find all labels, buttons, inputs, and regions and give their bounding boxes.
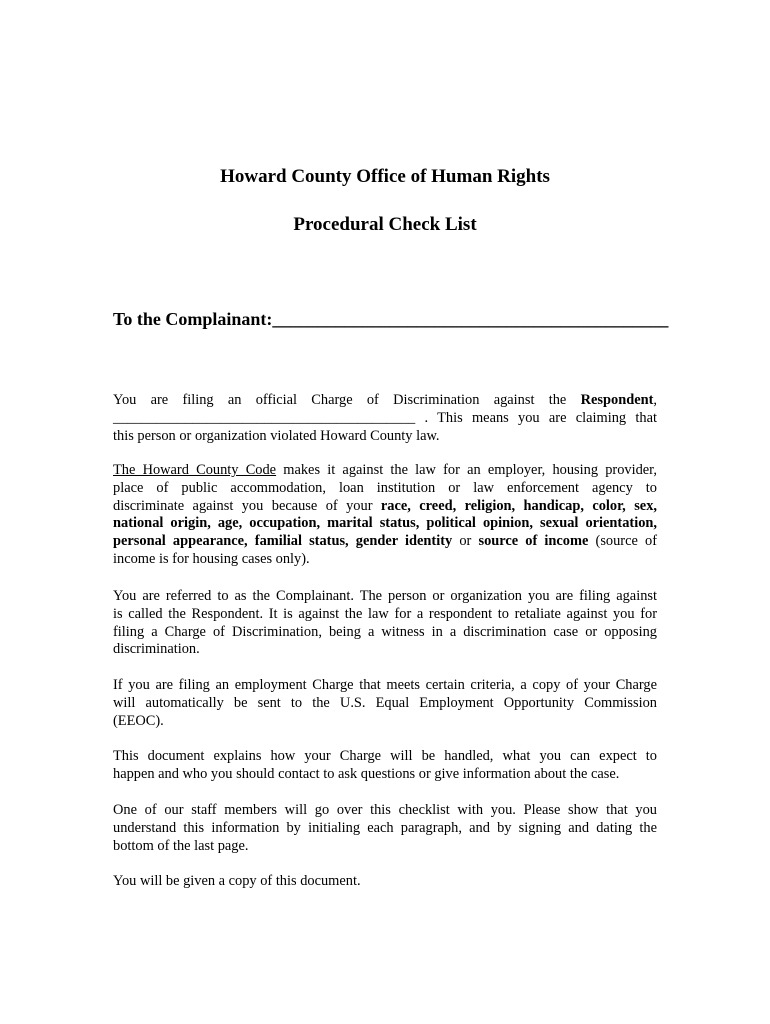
document-subtitle: Procedural Check List bbox=[293, 214, 477, 235]
respondent-term: Respondent bbox=[580, 392, 654, 408]
paragraph-line: understand this information by initialing each paragraph, and by signing and dating the bbox=[113, 819, 657, 836]
paragraph-line: will automatically be sent to the U.S. Equal Employment Opportunity Commission bbox=[113, 694, 657, 711]
paragraph-text: (source of bbox=[588, 533, 657, 550]
paragraph-eeoc bbox=[113, 677, 657, 730]
protected-classes: personal appearance, familial status, gender identity bbox=[113, 533, 453, 550]
protected-classes: race, creed, religion, handicap, color, sex, bbox=[380, 497, 657, 514]
paragraph-county-code bbox=[113, 462, 657, 569]
paragraph-staff-checklist bbox=[113, 802, 657, 855]
paragraph-text: This means you are claiming that bbox=[428, 409, 657, 426]
paragraph-text: , bbox=[653, 392, 657, 408]
paragraph-line: You will be given a copy of this document. bbox=[113, 873, 361, 889]
paragraph-line: happen and who you should contact to ask questions or give information about the case. bbox=[113, 765, 620, 782]
complainant-blank: ____________________________________________ bbox=[272, 309, 669, 329]
complainant-line bbox=[113, 309, 668, 330]
paragraph-line: is called the Respondent. It is against the law for a respondent to retaliate against you for bbox=[113, 605, 657, 622]
paragraph-line: You are referred to as the Complainant. The person or organization you are filing against bbox=[113, 588, 657, 604]
paragraph-line: bottom of the last page. bbox=[113, 837, 249, 854]
paragraph-line: filing a Charge of Discrimination, being a witness in a discrimination case or opposing bbox=[113, 623, 657, 640]
paragraph-line: If you are filing an employment Charge that meets certain criteria, a copy of your Charge bbox=[113, 677, 657, 693]
county-code-reference: The Howard County Code bbox=[113, 462, 277, 478]
complainant-label: To the Complainant: bbox=[113, 309, 273, 329]
protected-classes: source of income bbox=[478, 533, 589, 550]
paragraph-line bbox=[113, 498, 657, 516]
paragraph-line: (EEOC). bbox=[113, 712, 164, 729]
paragraph-line: This document explains how your Charge will be handled, what you can expect to bbox=[113, 748, 657, 764]
paragraph-line bbox=[113, 515, 657, 533]
paragraph-text: You are filing an official Charge of Discrimination against the bbox=[113, 392, 567, 408]
paragraph-text: discriminate against you because of your bbox=[113, 497, 381, 514]
paragraph-line bbox=[113, 533, 657, 551]
paragraph-text: or bbox=[452, 533, 479, 550]
paragraph-complainant-respondent bbox=[113, 588, 657, 659]
protected-classes: national origin, age, occupation, marital status, political opinion, sexual orientation, bbox=[113, 515, 657, 532]
paragraph-line: this person or organization violated Howard County law. bbox=[113, 427, 440, 444]
paragraph-line bbox=[113, 392, 657, 410]
paragraph-document-purpose bbox=[113, 748, 657, 784]
respondent-blank: __________________________________________ . bbox=[113, 409, 429, 426]
paragraph-charge bbox=[113, 392, 657, 445]
paragraph-line: place of public accommodation, loan institution or law enforcement agency to bbox=[113, 479, 657, 496]
paragraph-line: discrimination. bbox=[113, 641, 200, 658]
paragraph-line: income is for housing cases only). bbox=[113, 550, 310, 567]
document-title: Howard County Office of Human Rights bbox=[220, 166, 550, 187]
paragraph-line bbox=[113, 462, 657, 480]
paragraph-line: One of our staff members will go over this checklist with you. Please show that you bbox=[113, 802, 657, 818]
paragraph-copy bbox=[113, 873, 657, 891]
paragraph-text: makes it against the law for an employer, housing provider, bbox=[276, 462, 657, 478]
paragraph-line bbox=[113, 410, 657, 428]
